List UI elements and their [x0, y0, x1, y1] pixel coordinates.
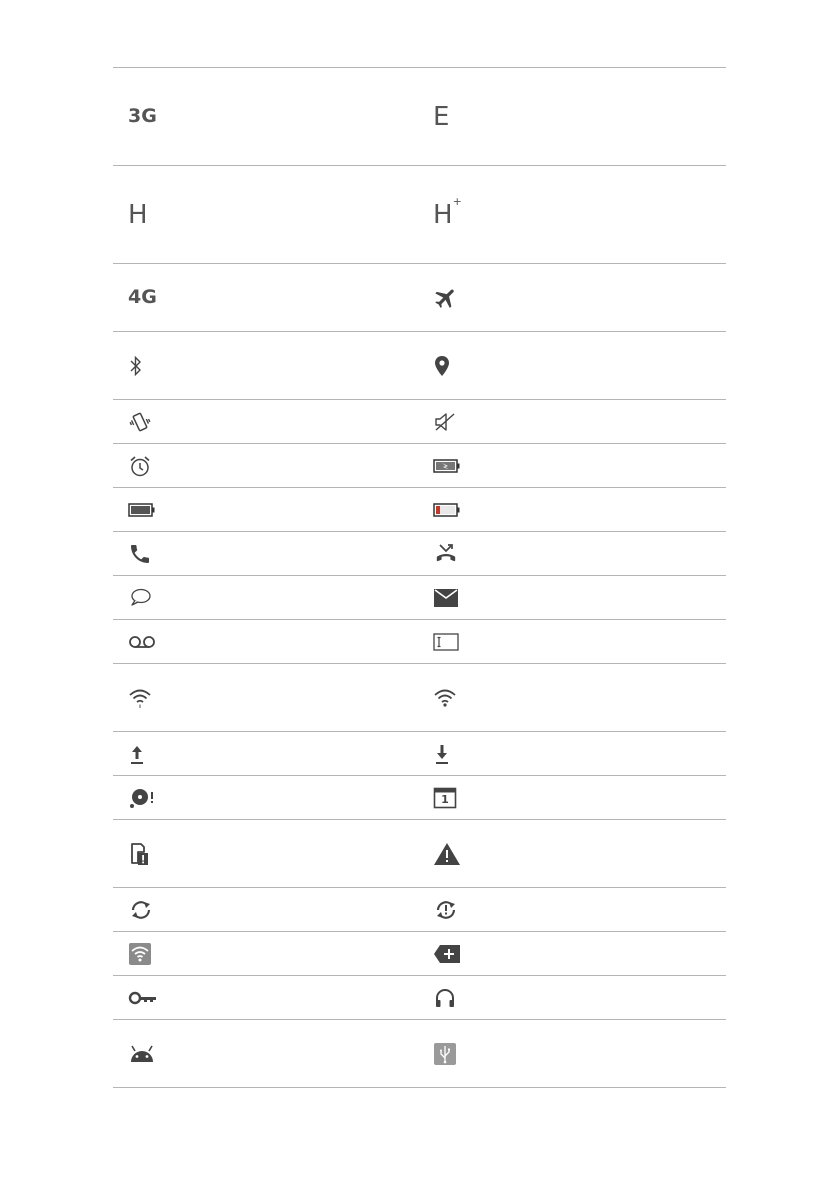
table-cell: [433, 776, 473, 819]
table-cell: [128, 532, 168, 575]
battery-low-icon: [433, 502, 461, 518]
table-row: [113, 1020, 726, 1088]
hspa-plus-icon: H +: [433, 194, 462, 230]
upload-icon: [128, 743, 146, 765]
table-row: [113, 488, 726, 532]
table-cell: [128, 664, 168, 731]
table-cell: [128, 732, 168, 775]
table-cell: [433, 488, 473, 531]
voicemail-icon: [128, 634, 156, 650]
table-cell: [433, 68, 473, 165]
table-cell: [433, 976, 473, 1019]
table-cell: [128, 400, 168, 443]
wifi-hotspot-icon: [128, 942, 152, 966]
alarm-icon: [128, 454, 152, 478]
more-notifications-icon: [433, 944, 461, 964]
table-cell: [128, 264, 168, 331]
table-cell: [128, 166, 168, 263]
4g-icon: 4G: [128, 286, 157, 308]
table-cell: [433, 332, 473, 399]
missed-call-icon: [433, 542, 459, 566]
storage-warning-icon: [128, 787, 156, 809]
table-cell: [433, 820, 473, 887]
table-cell: [433, 264, 473, 331]
3g-icon: 3G: [128, 105, 157, 127]
airplane-icon: [433, 285, 459, 311]
message-icon: [128, 587, 152, 609]
table-row: [113, 620, 726, 664]
table-cell: [128, 976, 168, 1019]
table-cell: [433, 932, 473, 975]
table-cell: [128, 68, 168, 165]
table-cell: [128, 620, 168, 663]
table-cell: [128, 488, 168, 531]
table-cell: [128, 332, 168, 399]
table-cell: [128, 820, 168, 887]
table-cell: [128, 444, 168, 487]
battery-full-icon: [128, 502, 156, 518]
table-row: [113, 332, 726, 400]
table-cell: [433, 1020, 473, 1087]
mute-icon: [433, 411, 457, 433]
table-row: [113, 932, 726, 976]
table-cell: [433, 732, 473, 775]
table-cell: [433, 444, 473, 487]
table-row: [113, 664, 726, 732]
table-cell: [128, 576, 168, 619]
table-row: [113, 68, 726, 166]
edge-icon: E: [433, 101, 450, 132]
wifi-connected-icon: [433, 688, 457, 708]
status-icon-table: [113, 67, 726, 1088]
table-cell: [433, 532, 473, 575]
battery-charging-icon: [433, 458, 461, 474]
call-icon: [128, 542, 152, 566]
calendar-icon: 1: [433, 787, 457, 809]
table-cell: [433, 888, 473, 931]
table-cell: [433, 576, 473, 619]
download-icon: [433, 743, 451, 765]
table-row: [113, 400, 726, 444]
table-row: [113, 166, 726, 264]
sim-error-icon: [128, 842, 150, 866]
table-row: [113, 576, 726, 620]
table-cell: [128, 776, 168, 819]
table-row: [113, 820, 726, 888]
table-row: [113, 264, 726, 332]
table-row: [113, 776, 726, 820]
location-icon: [433, 355, 451, 377]
wifi-available-icon: [128, 687, 152, 709]
hspa-icon: H: [128, 199, 148, 230]
email-icon: [433, 588, 459, 608]
headset-icon: [433, 986, 457, 1010]
sync-icon: [128, 899, 154, 921]
sync-error-icon: [433, 899, 459, 921]
table-cell: [128, 932, 168, 975]
usb-debugging-icon: [128, 1044, 156, 1064]
table-row: [113, 532, 726, 576]
table-cell: [433, 620, 473, 663]
table-row: [113, 976, 726, 1020]
vpn-icon: [128, 990, 158, 1006]
input-method-icon: [433, 633, 459, 651]
bluetooth-icon: [128, 355, 144, 377]
usb-icon: [433, 1042, 457, 1066]
table-cell: [433, 664, 473, 731]
table-row: [113, 732, 726, 776]
warning-icon: [433, 842, 461, 866]
table-cell: [433, 400, 473, 443]
table-row: [113, 444, 726, 488]
table-cell: [128, 1020, 168, 1087]
table-cell: [433, 166, 473, 263]
table-cell: [128, 888, 168, 931]
table-row: [113, 888, 726, 932]
vibrate-icon: [128, 410, 152, 434]
